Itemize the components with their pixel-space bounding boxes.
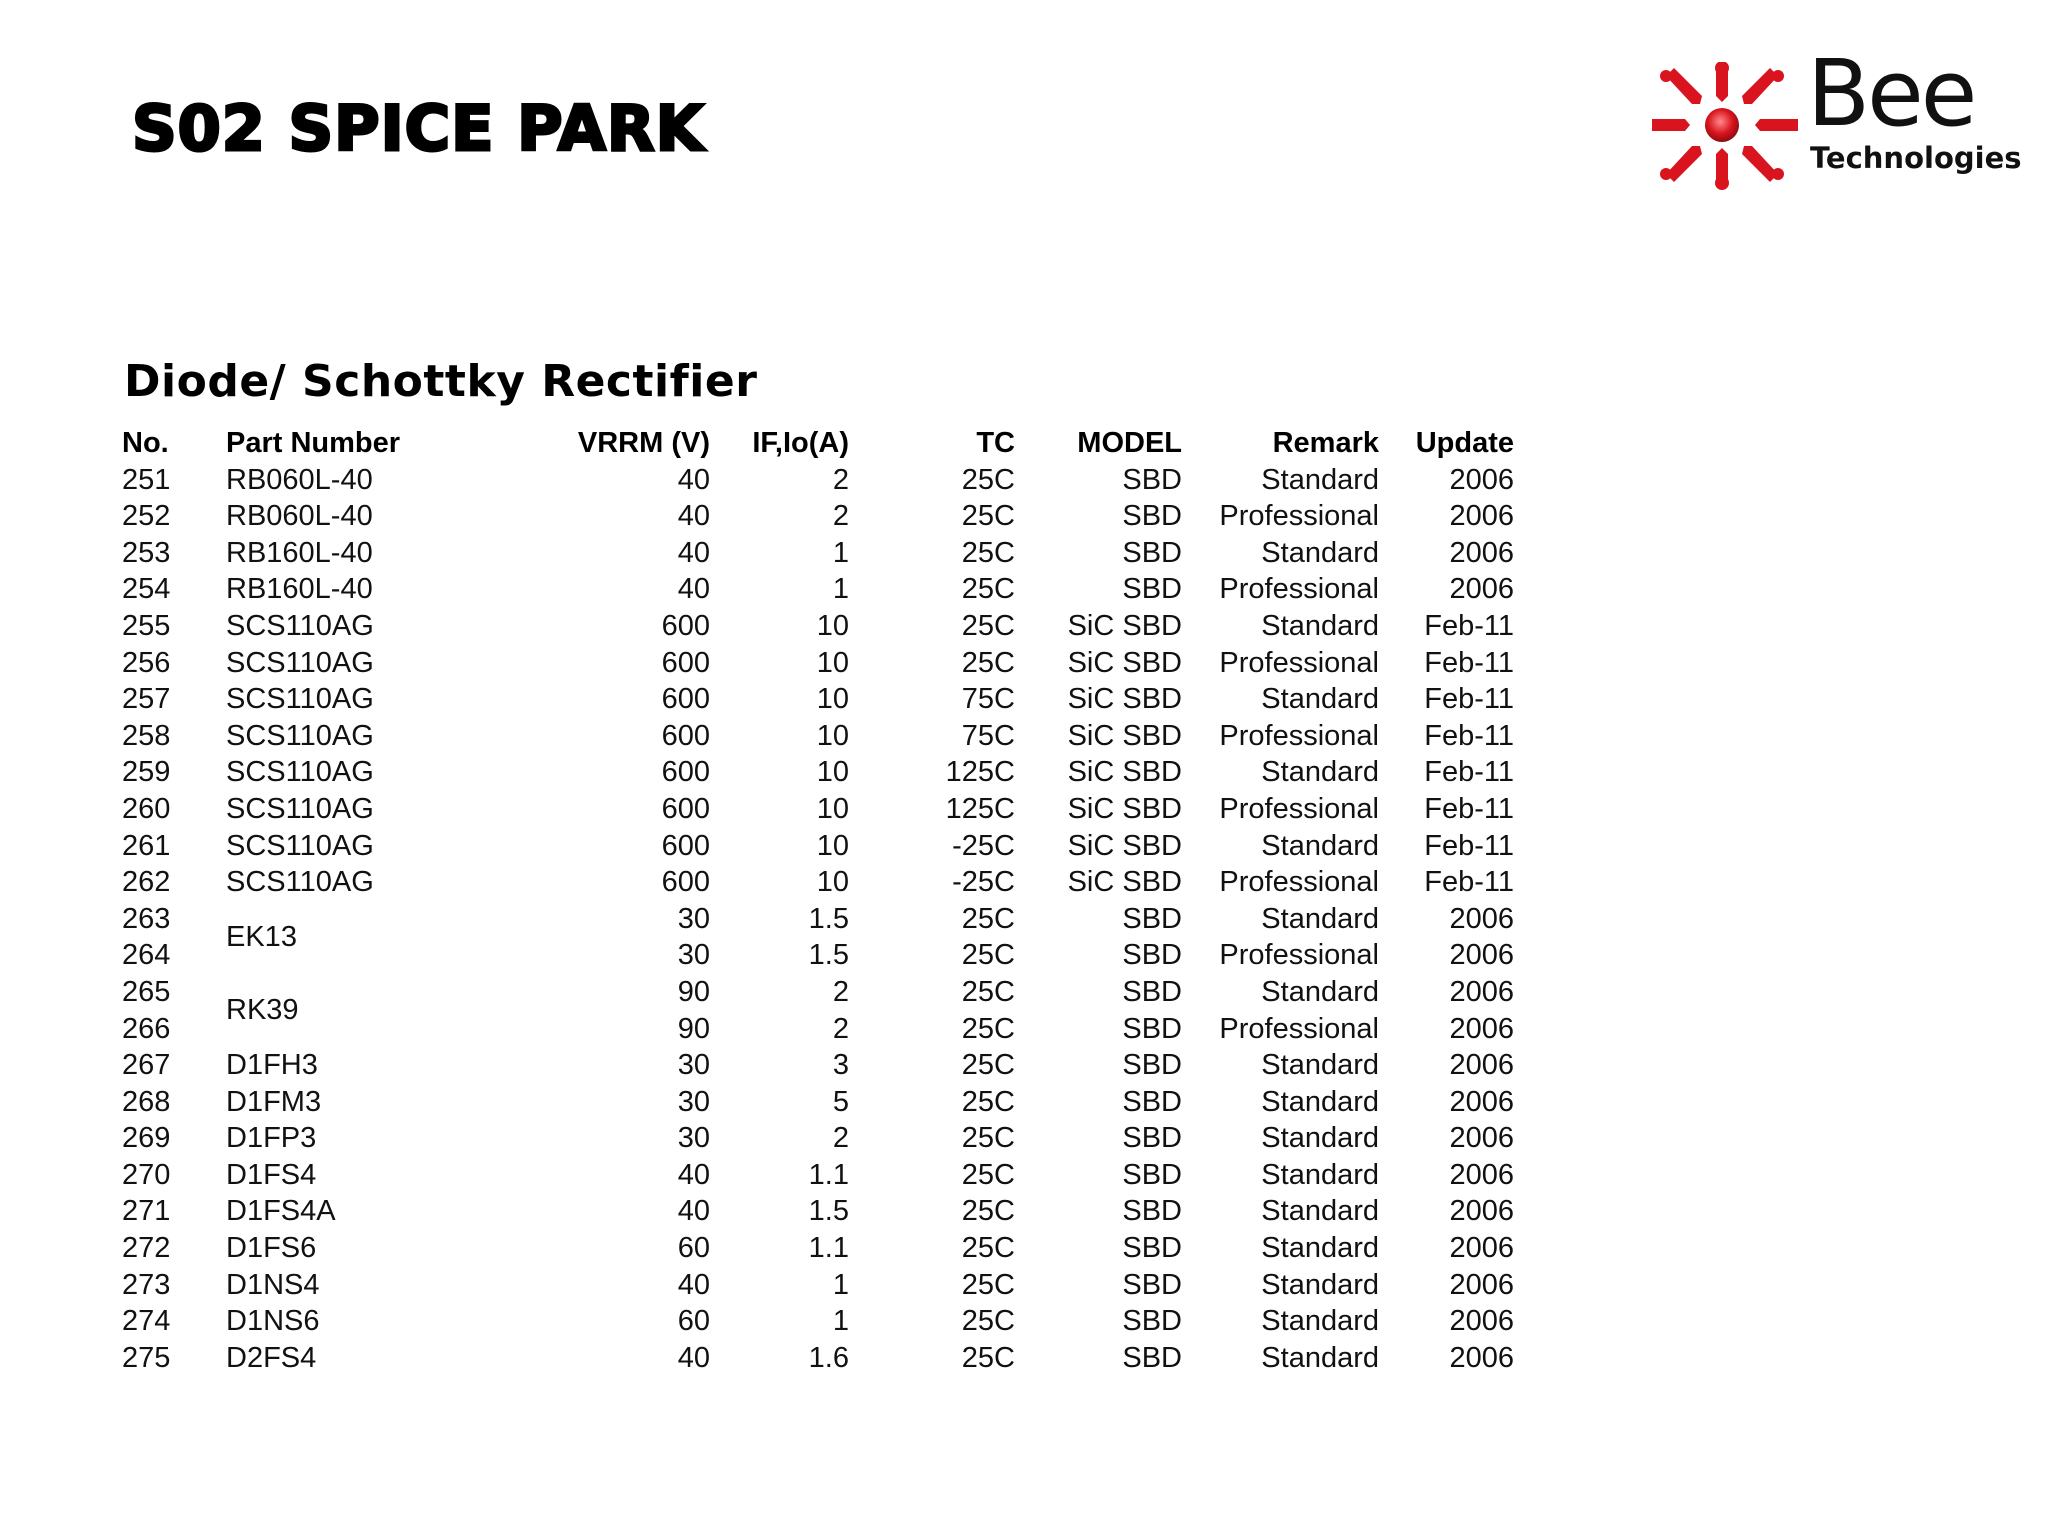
cell-tc: 25C (961, 1122, 1015, 1155)
cell-if-io: 1.5 (808, 939, 849, 972)
cell-remark: Standard (1261, 902, 1379, 935)
cell-remark: Standard (1261, 1341, 1379, 1374)
cell-no: 255 (122, 609, 171, 642)
cell-remark: Standard (1261, 756, 1379, 789)
cell-if-io: 2 (832, 463, 849, 496)
column-header: IF,Io(A) (752, 427, 849, 459)
column-header: Part Number (226, 427, 401, 459)
cell-part-number: D1NS4 (226, 1268, 320, 1301)
cell-vrrm: 40 (677, 1268, 710, 1301)
table-row (122, 901, 1514, 938)
cell-update: 2006 (1449, 1232, 1514, 1265)
cell-model: SiC SBD (1067, 792, 1182, 825)
cell-tc: 25C (961, 536, 1015, 569)
cell-no: 253 (122, 536, 171, 569)
cell-model: SBD (1122, 939, 1182, 972)
cell-vrrm: 40 (677, 1158, 710, 1191)
cell-no: 263 (122, 902, 171, 935)
table-row (122, 1340, 1514, 1377)
cell-remark: Standard (1261, 1049, 1379, 1082)
cell-no: 262 (122, 866, 171, 899)
cell-part-number: SCS110AG (226, 609, 374, 642)
cell-if-io: 2 (832, 1012, 849, 1045)
cell-part-number: SCS110AG (226, 719, 374, 752)
cell-tc: 25C (961, 1012, 1015, 1045)
cell-part-number: RB060L-40 (226, 463, 373, 496)
table-row (122, 1157, 1514, 1194)
cell-vrrm: 600 (661, 719, 710, 752)
cell-vrrm: 600 (661, 683, 710, 716)
cell-update: 2006 (1449, 500, 1514, 533)
cell-tc: 25C (961, 1232, 1015, 1265)
cell-if-io: 10 (816, 609, 849, 642)
cell-remark: Standard (1261, 609, 1379, 642)
table-row (122, 864, 1514, 901)
cell-remark: Professional (1219, 719, 1379, 752)
table-row (122, 1084, 1514, 1121)
cell-update: Feb-11 (1424, 866, 1514, 899)
cell-vrrm: 600 (661, 646, 710, 679)
cell-model: SBD (1122, 1268, 1182, 1301)
cell-vrrm: 600 (661, 866, 710, 899)
cell-vrrm: 60 (677, 1305, 710, 1338)
cell-update: 2006 (1449, 975, 1514, 1008)
table-row (122, 645, 1514, 682)
cell-model: SBD (1122, 1232, 1182, 1265)
column-header: No. (122, 427, 169, 459)
table-row (122, 535, 1514, 572)
cell-if-io: 1.6 (808, 1341, 849, 1374)
cell-part-number: SCS110AG (226, 646, 374, 679)
cell-vrrm: 40 (677, 573, 710, 606)
table-row (122, 828, 1514, 865)
cell-remark: Standard (1261, 975, 1379, 1008)
cell-tc: 25C (961, 573, 1015, 606)
cell-tc: 25C (961, 1341, 1015, 1374)
cell-remark: Professional (1219, 792, 1379, 825)
cell-vrrm: 40 (677, 500, 710, 533)
cell-no: 251 (122, 463, 171, 496)
cell-model: SBD (1122, 1305, 1182, 1338)
cell-no: 252 (122, 500, 171, 533)
cell-no: 268 (122, 1085, 171, 1118)
cell-if-io: 1.5 (808, 1195, 849, 1228)
cell-remark: Standard (1261, 1195, 1379, 1228)
cell-part-number: D1FS6 (226, 1232, 317, 1265)
cell-update: 2006 (1449, 573, 1514, 606)
cell-if-io: 1.1 (808, 1232, 849, 1265)
cell-no: 257 (122, 683, 171, 716)
column-header: TC (976, 427, 1015, 459)
bee-starburst-icon (1650, 62, 1800, 192)
cell-no: 275 (122, 1341, 171, 1374)
cell-vrrm: 60 (677, 1232, 710, 1265)
table-row (122, 1193, 1514, 1230)
cell-update: 2006 (1449, 1158, 1514, 1191)
table-header-row (122, 425, 1514, 462)
cell-tc: 25C (961, 463, 1015, 496)
cell-no: 258 (122, 719, 171, 752)
cell-part-number: D1FP3 (226, 1122, 317, 1155)
cell-model: SBD (1122, 1195, 1182, 1228)
cell-tc: 25C (961, 939, 1015, 972)
column-header: Update (1415, 427, 1514, 459)
cell-no: 261 (122, 829, 171, 862)
cell-tc: 25C (961, 1085, 1015, 1118)
cell-update: 2006 (1449, 902, 1514, 935)
table-row (122, 1047, 1514, 1084)
cell-vrrm: 40 (677, 536, 710, 569)
table-row (122, 974, 1514, 1011)
cell-if-io: 1 (832, 536, 849, 569)
cell-vrrm: 90 (677, 975, 710, 1008)
cell-vrrm: 30 (677, 1085, 710, 1118)
cell-no: 256 (122, 646, 171, 679)
cell-no: 266 (122, 1012, 171, 1045)
cell-update: 2006 (1449, 1012, 1514, 1045)
cell-tc: 25C (961, 609, 1015, 642)
section-title: Diode/ Schottky Rectifier (124, 356, 758, 407)
cell-if-io: 10 (816, 683, 849, 716)
cell-remark: Standard (1261, 1232, 1379, 1265)
cell-remark: Standard (1261, 463, 1379, 496)
cell-remark: Professional (1219, 646, 1379, 679)
cell-update: 2006 (1449, 1085, 1514, 1118)
cell-model: SBD (1122, 573, 1182, 606)
cell-tc: 25C (961, 1049, 1015, 1082)
cell-no: 269 (122, 1122, 171, 1155)
page-title: S02 SPICE PARK (132, 92, 705, 165)
cell-remark: Standard (1261, 683, 1379, 716)
logo-subtitle: Technologies (1810, 141, 2022, 175)
cell-part-number: SCS110AG (226, 683, 374, 716)
cell-update: 2006 (1449, 1049, 1514, 1082)
cell-part-number: D2FS4 (226, 1341, 317, 1374)
cell-tc: 125C (945, 792, 1015, 825)
cell-if-io: 1 (832, 1305, 849, 1338)
cell-vrrm: 30 (677, 1122, 710, 1155)
cell-part-number: SCS110AG (226, 792, 374, 825)
table-row (122, 462, 1514, 499)
table-row (122, 1267, 1514, 1304)
table-body (122, 462, 1514, 1377)
cell-if-io: 1 (832, 573, 849, 606)
column-header: VRRM (V) (577, 427, 710, 459)
cell-if-io: 10 (816, 646, 849, 679)
table-row (122, 1120, 1514, 1157)
logo-wordmark: Bee (1807, 40, 1975, 147)
cell-vrrm: 30 (677, 1049, 710, 1082)
cell-part-number: SCS110AG (226, 866, 374, 899)
cell-if-io: 1.5 (808, 902, 849, 935)
cell-vrrm: 30 (677, 939, 710, 972)
cell-vrrm: 600 (661, 609, 710, 642)
cell-part-number: RB060L-40 (226, 500, 373, 533)
cell-remark: Standard (1261, 1122, 1379, 1155)
cell-update: 2006 (1449, 939, 1514, 972)
column-header: Remark (1272, 427, 1379, 459)
cell-vrrm: 40 (677, 1341, 710, 1374)
cell-part-number: RB160L-40 (226, 536, 373, 569)
cell-tc: 75C (961, 719, 1015, 752)
cell-model: SBD (1122, 1158, 1182, 1191)
cell-model: SBD (1122, 1122, 1182, 1155)
cell-no: 264 (122, 939, 171, 972)
parts-table (122, 425, 1514, 1376)
cell-model: SBD (1122, 975, 1182, 1008)
cell-remark: Professional (1219, 866, 1379, 899)
table-row (122, 608, 1514, 645)
cell-model: SiC SBD (1067, 609, 1182, 642)
table-row (122, 498, 1514, 535)
cell-part-number: SCS110AG (226, 756, 374, 789)
cell-model: SiC SBD (1067, 719, 1182, 752)
company-logo (1650, 40, 2022, 192)
cell-tc: 75C (961, 683, 1015, 716)
table-row (122, 718, 1514, 755)
cell-vrrm: 90 (677, 1012, 710, 1045)
cell-part-number: D1FH3 (226, 1049, 318, 1082)
cell-no: 265 (122, 975, 171, 1008)
cell-remark: Standard (1261, 829, 1379, 862)
cell-vrrm: 600 (661, 829, 710, 862)
cell-if-io: 3 (832, 1049, 849, 1082)
cell-tc: 25C (961, 1305, 1015, 1338)
cell-model: SBD (1122, 1049, 1182, 1082)
cell-tc: -25C (952, 866, 1015, 899)
cell-vrrm: 30 (677, 902, 710, 935)
cell-if-io: 10 (816, 866, 849, 899)
cell-model: SBD (1122, 902, 1182, 935)
cell-if-io: 10 (816, 719, 849, 752)
cell-if-io: 10 (816, 792, 849, 825)
cell-update: Feb-11 (1424, 719, 1514, 752)
cell-part-number: D1FS4A (226, 1195, 336, 1228)
cell-tc: 25C (961, 1158, 1015, 1191)
cell-model: SBD (1122, 536, 1182, 569)
cell-update: 2006 (1449, 1305, 1514, 1338)
cell-part-number: D1NS6 (226, 1305, 320, 1338)
cell-update: Feb-11 (1424, 829, 1514, 862)
cell-if-io: 10 (816, 829, 849, 862)
cell-no: 267 (122, 1049, 171, 1082)
cell-remark: Standard (1261, 1268, 1379, 1301)
cell-update: Feb-11 (1424, 792, 1514, 825)
table-row (122, 1230, 1514, 1267)
cell-no: 274 (122, 1305, 171, 1338)
cell-no: 270 (122, 1158, 171, 1191)
cell-remark: Professional (1219, 573, 1379, 606)
column-header: MODEL (1077, 427, 1182, 459)
cell-remark: Standard (1261, 1305, 1379, 1338)
cell-tc: 25C (961, 500, 1015, 533)
cell-no: 260 (122, 792, 171, 825)
cell-update: 2006 (1449, 1122, 1514, 1155)
cell-update: Feb-11 (1424, 646, 1514, 679)
table-row (122, 681, 1514, 718)
cell-model: SBD (1122, 1085, 1182, 1118)
table-row (122, 571, 1514, 608)
cell-model: SBD (1122, 500, 1182, 533)
cell-model: SiC SBD (1067, 683, 1182, 716)
cell-remark: Standard (1261, 1158, 1379, 1191)
cell-vrrm: 600 (661, 756, 710, 789)
cell-update: Feb-11 (1424, 756, 1514, 789)
cell-part-number: D1FS4 (226, 1158, 317, 1191)
cell-vrrm: 600 (661, 792, 710, 825)
cell-tc: 125C (945, 756, 1015, 789)
cell-model: SBD (1122, 463, 1182, 496)
cell-remark: Standard (1261, 536, 1379, 569)
cell-tc: 25C (961, 1268, 1015, 1301)
cell-update: Feb-11 (1424, 609, 1514, 642)
table-row (122, 1303, 1514, 1340)
cell-tc: -25C (952, 829, 1015, 862)
cell-part-number: D1FM3 (226, 1085, 322, 1118)
cell-part-number: RK39 (226, 994, 299, 1027)
cell-if-io: 2 (832, 975, 849, 1008)
cell-part-number: SCS110AG (226, 829, 374, 862)
cell-if-io: 5 (832, 1085, 849, 1118)
cell-part-number: RB160L-40 (226, 573, 373, 606)
cell-tc: 25C (961, 1195, 1015, 1228)
cell-model: SiC SBD (1067, 866, 1182, 899)
cell-update: Feb-11 (1424, 683, 1514, 716)
cell-if-io: 1 (832, 1268, 849, 1301)
cell-no: 272 (122, 1232, 171, 1265)
cell-remark: Standard (1261, 1085, 1379, 1118)
cell-no: 254 (122, 573, 171, 606)
cell-model: SiC SBD (1067, 646, 1182, 679)
cell-model: SBD (1122, 1012, 1182, 1045)
cell-remark: Professional (1219, 939, 1379, 972)
cell-part-number: EK13 (226, 921, 297, 954)
cell-tc: 25C (961, 975, 1015, 1008)
cell-update: 2006 (1449, 1341, 1514, 1374)
cell-update: 2006 (1449, 1195, 1514, 1228)
cell-tc: 25C (961, 646, 1015, 679)
cell-no: 271 (122, 1195, 171, 1228)
cell-model: SiC SBD (1067, 829, 1182, 862)
cell-if-io: 1.1 (808, 1158, 849, 1191)
cell-update: 2006 (1449, 1268, 1514, 1301)
cell-if-io: 2 (832, 1122, 849, 1155)
cell-no: 273 (122, 1268, 171, 1301)
cell-update: 2006 (1449, 463, 1514, 496)
cell-update: 2006 (1449, 536, 1514, 569)
cell-if-io: 10 (816, 756, 849, 789)
cell-vrrm: 40 (677, 463, 710, 496)
table-row (122, 791, 1514, 828)
cell-model: SBD (1122, 1341, 1182, 1374)
cell-if-io: 2 (832, 500, 849, 533)
table-row (122, 754, 1514, 791)
cell-vrrm: 40 (677, 1195, 710, 1228)
cell-remark: Professional (1219, 500, 1379, 533)
cell-model: SiC SBD (1067, 756, 1182, 789)
cell-tc: 25C (961, 902, 1015, 935)
cell-remark: Professional (1219, 1012, 1379, 1045)
cell-no: 259 (122, 756, 171, 789)
